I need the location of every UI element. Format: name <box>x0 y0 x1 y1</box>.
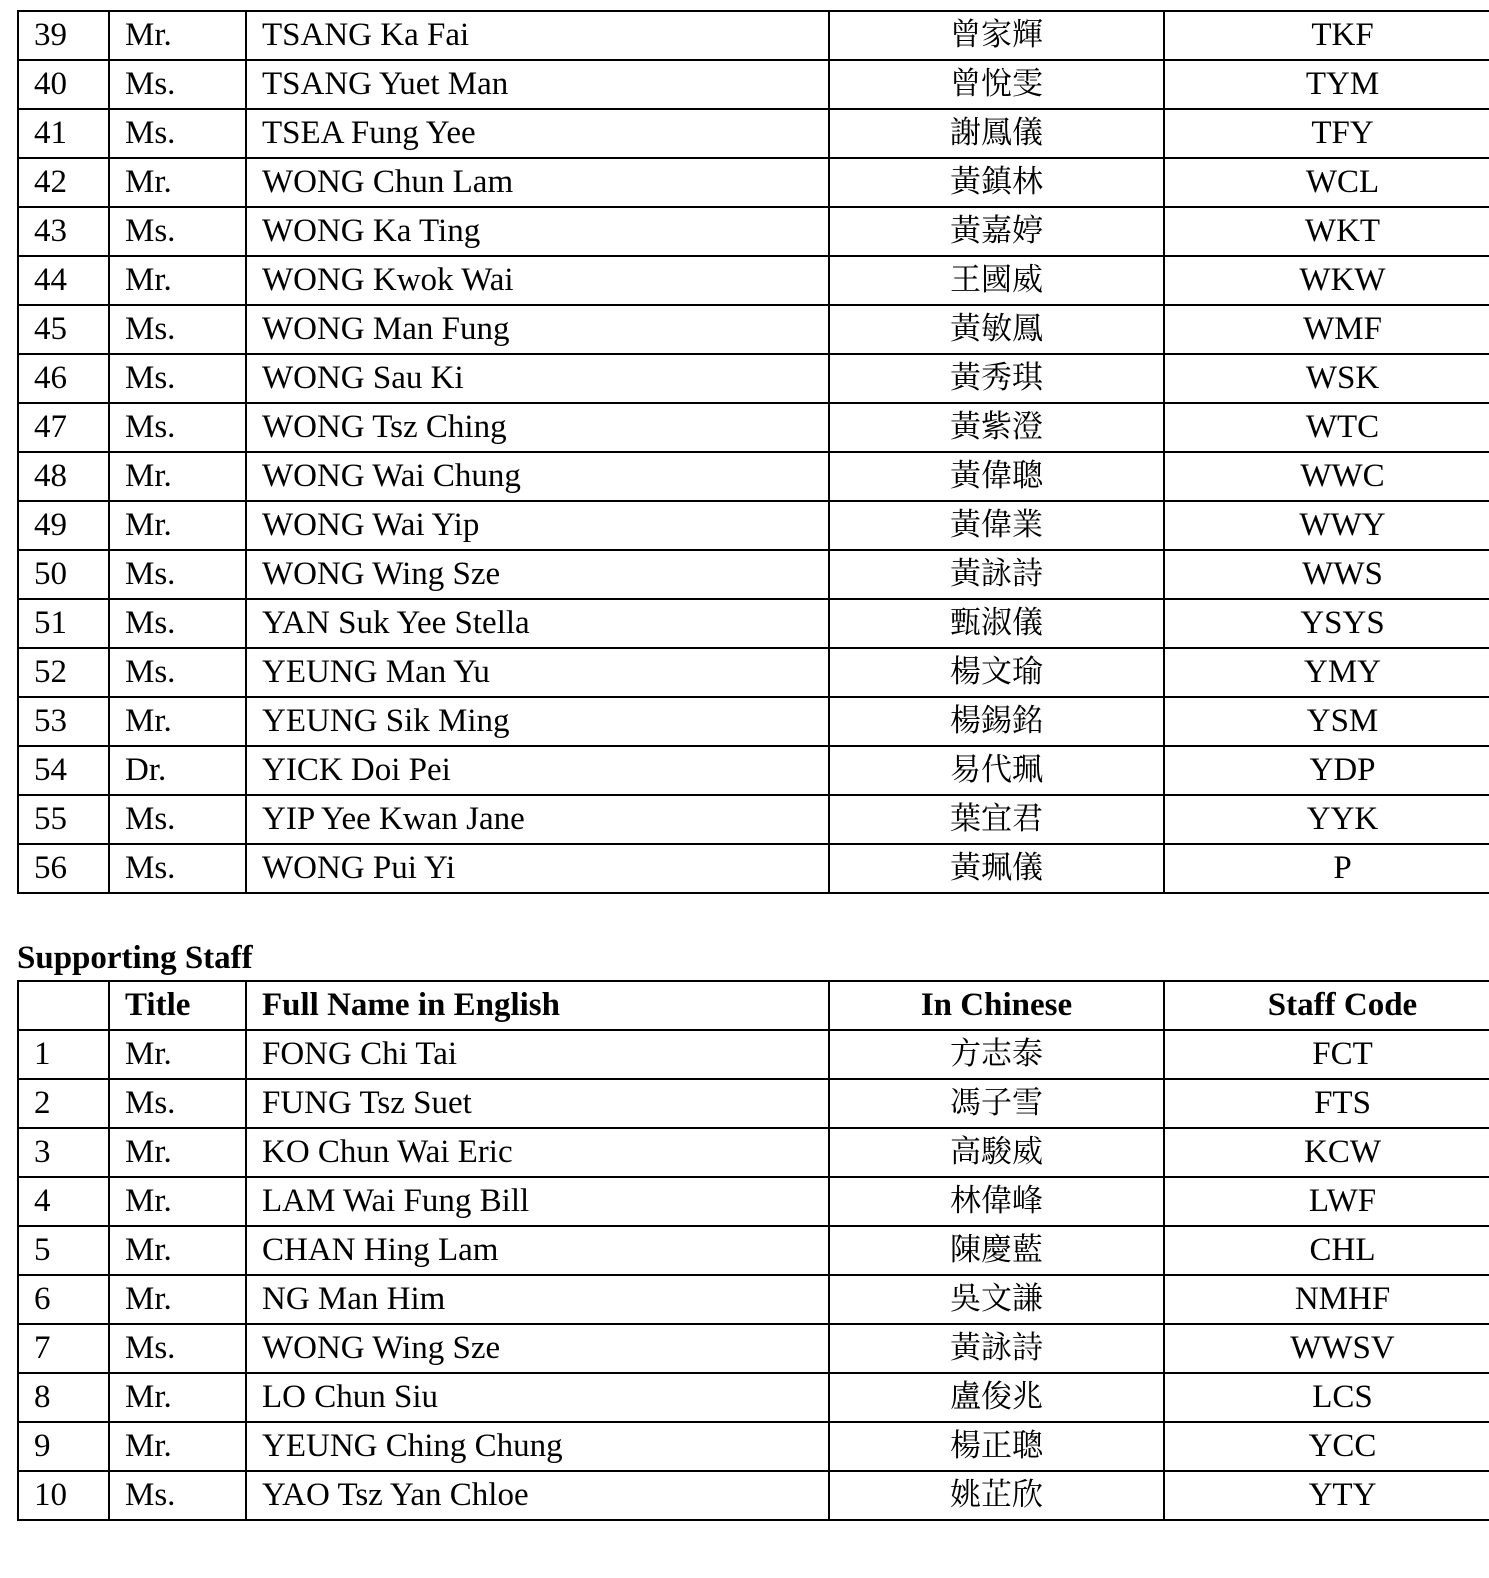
row-name-english: YICK Doi Pei <box>246 746 829 795</box>
row-title: Dr. <box>109 746 246 795</box>
row-title: Mr. <box>109 1226 246 1275</box>
row-name-chinese: 楊正聰 <box>829 1422 1164 1471</box>
row-name-english: FONG Chi Tai <box>246 1030 829 1079</box>
row-name-chinese: 葉宜君 <box>829 795 1164 844</box>
row-title: Ms. <box>109 403 246 452</box>
row-name-english: YAO Tsz Yan Chloe <box>246 1471 829 1520</box>
row-number: 7 <box>18 1324 109 1373</box>
row-title: Ms. <box>109 207 246 256</box>
row-name-english: CHAN Hing Lam <box>246 1226 829 1275</box>
row-number: 52 <box>18 648 109 697</box>
row-staff-code: YCC <box>1164 1422 1489 1471</box>
row-name-english: YEUNG Man Yu <box>246 648 829 697</box>
row-staff-code: TKF <box>1164 11 1489 60</box>
row-name-english: WONG Pui Yi <box>246 844 829 893</box>
supporting-staff-table <box>17 980 1489 1521</box>
row-number: 6 <box>18 1275 109 1324</box>
row-title: Ms. <box>109 305 246 354</box>
row-staff-code: WKW <box>1164 256 1489 305</box>
table-row <box>18 1422 1489 1471</box>
row-staff-code: YYK <box>1164 795 1489 844</box>
row-staff-code: KCW <box>1164 1128 1489 1177</box>
row-name-chinese: 陳慶藍 <box>829 1226 1164 1275</box>
table-row <box>18 305 1489 354</box>
row-name-english: LO Chun Siu <box>246 1373 829 1422</box>
row-name-english: WONG Man Fung <box>246 305 829 354</box>
table-row <box>18 501 1489 550</box>
table-row <box>18 256 1489 305</box>
row-name-english: NG Man Him <box>246 1275 829 1324</box>
row-title: Mr. <box>109 501 246 550</box>
row-number: 42 <box>18 158 109 207</box>
table-row <box>18 11 1489 60</box>
row-number: 54 <box>18 746 109 795</box>
row-name-chinese: 姚芷欣 <box>829 1471 1164 1520</box>
row-staff-code: WMF <box>1164 305 1489 354</box>
row-title: Mr. <box>109 1422 246 1471</box>
row-name-english: WONG Sau Ki <box>246 354 829 403</box>
row-name-english: WONG Ka Ting <box>246 207 829 256</box>
row-staff-code: CHL <box>1164 1226 1489 1275</box>
row-staff-code: P <box>1164 844 1489 893</box>
row-title: Mr. <box>109 1373 246 1422</box>
table-row <box>18 550 1489 599</box>
row-staff-code: YTY <box>1164 1471 1489 1520</box>
row-number: 44 <box>18 256 109 305</box>
row-staff-code: FCT <box>1164 1030 1489 1079</box>
row-name-english: TSEA Fung Yee <box>246 109 829 158</box>
row-name-english: FUNG Tsz Suet <box>246 1079 829 1128</box>
table-row <box>18 697 1489 746</box>
table-row <box>18 60 1489 109</box>
row-name-chinese: 謝鳳儀 <box>829 109 1164 158</box>
row-name-chinese: 黃詠詩 <box>829 550 1164 599</box>
row-staff-code: WTC <box>1164 403 1489 452</box>
row-name-chinese: 黃鎮林 <box>829 158 1164 207</box>
row-name-chinese: 甄淑儀 <box>829 599 1164 648</box>
row-number: 45 <box>18 305 109 354</box>
row-title: Ms. <box>109 354 246 403</box>
row-title: Ms. <box>109 795 246 844</box>
column-header-chinese-name: In Chinese <box>829 981 1164 1030</box>
row-title: Ms. <box>109 1324 246 1373</box>
table-row <box>18 1226 1489 1275</box>
row-name-chinese: 黃嘉婷 <box>829 207 1164 256</box>
row-title: Mr. <box>109 256 246 305</box>
table-row <box>18 1128 1489 1177</box>
row-title: Ms. <box>109 1079 246 1128</box>
row-name-chinese: 黃偉業 <box>829 501 1164 550</box>
row-staff-code: WCL <box>1164 158 1489 207</box>
section-title-supporting-staff: Supporting Staff <box>17 940 253 976</box>
row-number: 53 <box>18 697 109 746</box>
row-staff-code: YDP <box>1164 746 1489 795</box>
row-name-english: YAN Suk Yee Stella <box>246 599 829 648</box>
row-title: Ms. <box>109 648 246 697</box>
table-row <box>18 158 1489 207</box>
row-number: 2 <box>18 1079 109 1128</box>
row-name-chinese: 黃珮儀 <box>829 844 1164 893</box>
row-staff-code: WWS <box>1164 550 1489 599</box>
column-header-staff-code: Staff Code <box>1164 981 1489 1030</box>
row-number: 9 <box>18 1422 109 1471</box>
row-name-chinese: 馮子雪 <box>829 1079 1164 1128</box>
table-row <box>18 795 1489 844</box>
row-name-chinese: 易代珮 <box>829 746 1164 795</box>
row-title: Ms. <box>109 550 246 599</box>
row-staff-code: LWF <box>1164 1177 1489 1226</box>
row-number: 39 <box>18 11 109 60</box>
row-name-english: TSANG Yuet Man <box>246 60 829 109</box>
row-number: 43 <box>18 207 109 256</box>
row-title: Mr. <box>109 1030 246 1079</box>
row-staff-code: FTS <box>1164 1079 1489 1128</box>
row-name-chinese: 曾家輝 <box>829 11 1164 60</box>
row-staff-code: TYM <box>1164 60 1489 109</box>
row-name-chinese: 曾悅雯 <box>829 60 1164 109</box>
table-row <box>18 746 1489 795</box>
row-staff-code: LCS <box>1164 1373 1489 1422</box>
row-staff-code: WSK <box>1164 354 1489 403</box>
row-name-chinese: 楊錫銘 <box>829 697 1164 746</box>
row-name-chinese: 黃詠詩 <box>829 1324 1164 1373</box>
row-name-english: WONG Wing Sze <box>246 550 829 599</box>
row-number: 4 <box>18 1177 109 1226</box>
row-title: Mr. <box>109 697 246 746</box>
row-staff-code: NMHF <box>1164 1275 1489 1324</box>
row-number: 10 <box>18 1471 109 1520</box>
table-row <box>18 844 1489 893</box>
row-staff-code: WWY <box>1164 501 1489 550</box>
column-header-number <box>18 981 109 1030</box>
row-name-english: YEUNG Sik Ming <box>246 697 829 746</box>
row-number: 46 <box>18 354 109 403</box>
row-title: Mr. <box>109 11 246 60</box>
row-number: 50 <box>18 550 109 599</box>
row-name-english: WONG Wai Yip <box>246 501 829 550</box>
teaching-staff-table-body <box>18 11 1489 893</box>
table-row <box>18 1079 1489 1128</box>
row-staff-code: TFY <box>1164 109 1489 158</box>
table-row <box>18 648 1489 697</box>
table-row <box>18 1373 1489 1422</box>
row-name-chinese: 吳文謙 <box>829 1275 1164 1324</box>
row-name-chinese: 高駿威 <box>829 1128 1164 1177</box>
table-row <box>18 207 1489 256</box>
row-name-chinese: 黃敏鳳 <box>829 305 1164 354</box>
table-row <box>18 1324 1489 1373</box>
row-name-english: YIP Yee Kwan Jane <box>246 795 829 844</box>
table-row <box>18 452 1489 501</box>
table-row <box>18 599 1489 648</box>
table-row <box>18 1177 1489 1226</box>
row-name-english: LAM Wai Fung Bill <box>246 1177 829 1226</box>
table-row <box>18 1275 1489 1324</box>
row-name-english: WONG Kwok Wai <box>246 256 829 305</box>
row-title: Mr. <box>109 1275 246 1324</box>
row-staff-code: WKT <box>1164 207 1489 256</box>
row-title: Ms. <box>109 599 246 648</box>
row-number: 56 <box>18 844 109 893</box>
row-staff-code: WWSV <box>1164 1324 1489 1373</box>
row-title: Ms. <box>109 1471 246 1520</box>
row-title: Ms. <box>109 109 246 158</box>
row-staff-code: YSYS <box>1164 599 1489 648</box>
row-name-chinese: 黃紫澄 <box>829 403 1164 452</box>
row-name-chinese: 楊文瑜 <box>829 648 1164 697</box>
row-number: 51 <box>18 599 109 648</box>
row-number: 47 <box>18 403 109 452</box>
row-staff-code: WWC <box>1164 452 1489 501</box>
row-staff-code: YMY <box>1164 648 1489 697</box>
row-name-english: WONG Wing Sze <box>246 1324 829 1373</box>
row-number: 55 <box>18 795 109 844</box>
column-header-full-name-english: Full Name in English <box>246 981 829 1030</box>
supporting-staff-table-body <box>18 1030 1489 1520</box>
row-name-chinese: 林偉峰 <box>829 1177 1164 1226</box>
row-name-english: WONG Chun Lam <box>246 158 829 207</box>
row-name-english: WONG Wai Chung <box>246 452 829 501</box>
row-name-english: KO Chun Wai Eric <box>246 1128 829 1177</box>
row-number: 49 <box>18 501 109 550</box>
row-number: 41 <box>18 109 109 158</box>
table-row <box>18 109 1489 158</box>
row-number: 5 <box>18 1226 109 1275</box>
table-header-row <box>18 981 1489 1030</box>
table-row <box>18 403 1489 452</box>
row-name-english: TSANG Ka Fai <box>246 11 829 60</box>
teaching-staff-table <box>17 10 1489 894</box>
column-header-title: Title <box>109 981 246 1030</box>
table-row <box>18 1471 1489 1520</box>
row-title: Ms. <box>109 60 246 109</box>
row-number: 40 <box>18 60 109 109</box>
table-row <box>18 354 1489 403</box>
row-number: 8 <box>18 1373 109 1422</box>
row-number: 3 <box>18 1128 109 1177</box>
row-name-chinese: 黃秀琪 <box>829 354 1164 403</box>
row-staff-code: YSM <box>1164 697 1489 746</box>
row-name-chinese: 黃偉聰 <box>829 452 1164 501</box>
row-number: 1 <box>18 1030 109 1079</box>
row-title: Mr. <box>109 1177 246 1226</box>
row-title: Mr. <box>109 452 246 501</box>
row-title: Mr. <box>109 1128 246 1177</box>
row-name-english: WONG Tsz Ching <box>246 403 829 452</box>
row-name-english: YEUNG Ching Chung <box>246 1422 829 1471</box>
row-title: Ms. <box>109 844 246 893</box>
row-title: Mr. <box>109 158 246 207</box>
table-row <box>18 1030 1489 1079</box>
row-name-chinese: 王國威 <box>829 256 1164 305</box>
row-name-chinese: 盧俊兆 <box>829 1373 1164 1422</box>
row-name-chinese: 方志泰 <box>829 1030 1164 1079</box>
row-number: 48 <box>18 452 109 501</box>
